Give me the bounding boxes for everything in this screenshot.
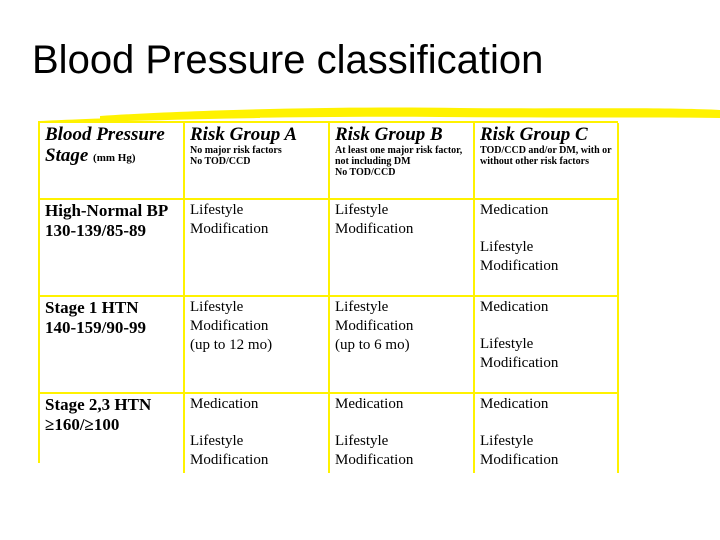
cell-text: Modification xyxy=(480,258,559,274)
header-group-b xyxy=(329,123,474,199)
group-a-cell xyxy=(184,393,329,473)
header-stage-line1: Blood Pressure xyxy=(45,124,165,145)
cell-text: Lifestyle xyxy=(190,202,244,218)
header-stage-line2: Stage xyxy=(45,145,89,166)
stage-name: High-Normal BP xyxy=(45,201,169,220)
cell-text: Lifestyle xyxy=(480,239,534,255)
table-row xyxy=(40,296,618,393)
group-b-cell xyxy=(329,199,474,296)
cell-text: Modification xyxy=(480,452,559,468)
cell-text: (up to 6 mo) xyxy=(335,337,410,353)
cell-text: Medication xyxy=(480,299,549,315)
header-group-b-note: not including DM xyxy=(335,156,411,167)
header-group-a-note: No major risk factors xyxy=(190,145,282,156)
cell-text: Medication xyxy=(480,202,549,218)
group-c-cell xyxy=(474,199,618,296)
table-row xyxy=(40,199,618,296)
group-c-cell xyxy=(474,296,618,393)
cell-text: Modification xyxy=(335,221,414,237)
header-group-c-label: Risk Group C xyxy=(480,124,588,145)
stage-name: Stage 2,3 HTN xyxy=(45,395,152,414)
stage-range: 130-139/85-89 xyxy=(45,221,147,240)
header-group-b-note: No TOD/CCD xyxy=(335,167,396,178)
cell-text: Lifestyle xyxy=(190,299,244,315)
bp-classification-table xyxy=(38,121,618,468)
cell-text: Lifestyle xyxy=(335,299,389,315)
header-group-c xyxy=(474,123,618,199)
header-group-a-note: No TOD/CCD xyxy=(190,156,251,167)
group-a-cell xyxy=(184,199,329,296)
cell-text: Medication xyxy=(190,396,259,412)
stage-cell xyxy=(40,199,184,296)
cell-text: Modification xyxy=(335,318,414,334)
header-stage xyxy=(40,123,184,199)
cell-text: Modification xyxy=(190,318,269,334)
group-b-cell xyxy=(329,296,474,393)
header-stage-unit: (mm Hg) xyxy=(93,152,136,164)
cell-text: Lifestyle xyxy=(190,433,244,449)
cell-text: Lifestyle xyxy=(480,336,534,352)
group-c-cell xyxy=(474,393,618,473)
group-a-cell xyxy=(184,296,329,393)
cell-text: (up to 12 mo) xyxy=(190,337,273,353)
cell-text: Medication xyxy=(335,396,404,412)
stage-range: 140-159/90-99 xyxy=(45,318,147,337)
stage-cell xyxy=(40,296,184,393)
table-grid xyxy=(40,123,619,473)
header-group-c-note: TOD/CCD and/or DM, with or xyxy=(480,145,612,156)
cell-text: Modification xyxy=(190,452,269,468)
table-row xyxy=(40,393,618,473)
header-group-c-note: without other risk factors xyxy=(480,156,589,167)
stage-cell xyxy=(40,393,184,473)
cell-text: Modification xyxy=(335,452,414,468)
group-b-cell xyxy=(329,393,474,473)
header-group-b-label: Risk Group B xyxy=(335,124,443,145)
table-header-row xyxy=(40,123,618,199)
slide-title: Blood Pressure classification xyxy=(32,38,544,82)
header-group-a xyxy=(184,123,329,199)
stage-range: ≥160/≥100 xyxy=(45,415,120,434)
cell-text: Lifestyle xyxy=(335,202,389,218)
stage-name: Stage 1 HTN xyxy=(45,298,139,317)
header-group-a-label: Risk Group A xyxy=(190,124,297,145)
header-stage-line2-wrap xyxy=(45,145,179,169)
cell-text: Lifestyle xyxy=(335,433,389,449)
header-group-b-note: At least one major risk factor, xyxy=(335,145,463,156)
cell-text: Modification xyxy=(480,355,559,371)
cell-text: Medication xyxy=(480,396,549,412)
cell-text: Modification xyxy=(190,221,269,237)
cell-text: Lifestyle xyxy=(480,433,534,449)
